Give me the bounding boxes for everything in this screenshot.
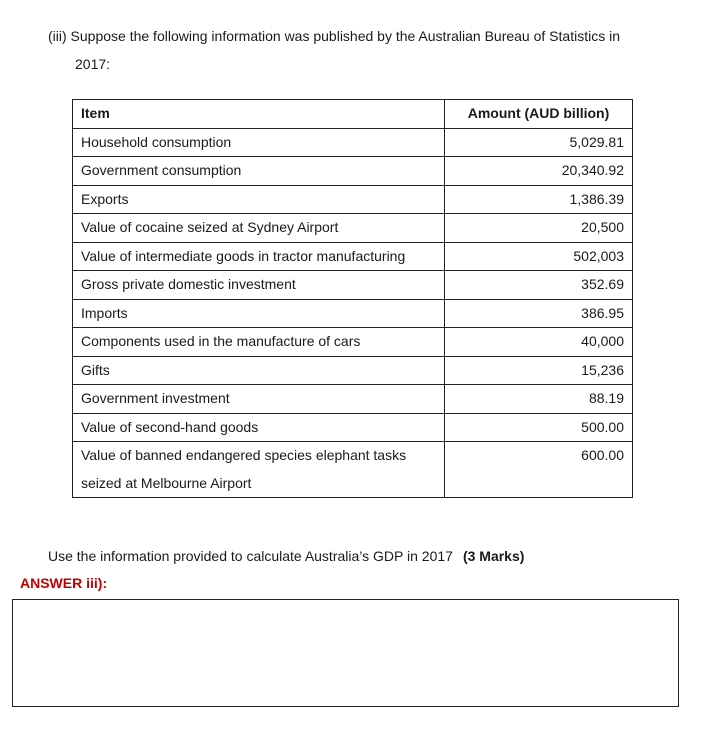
table-row	[73, 128, 633, 157]
table-row	[73, 385, 633, 414]
column-header-item: Item	[73, 100, 445, 129]
table-row	[73, 185, 633, 214]
instruction-line	[48, 545, 524, 567]
table-header-row	[73, 100, 633, 129]
item-cell: Value of banned endangered species elephant tasks seized at Melbourne Airport	[73, 442, 445, 498]
item-cell: Value of second-hand goods	[73, 413, 445, 442]
item-cell: Value of intermediate goods in tractor manufacturing	[73, 242, 445, 271]
item-cell: Exports	[73, 185, 445, 214]
table-row	[73, 328, 633, 357]
table-row	[73, 413, 633, 442]
amount-cell: 20,340.92	[445, 157, 633, 186]
item-cell: Imports	[73, 299, 445, 328]
table-row	[73, 157, 633, 186]
table-row	[73, 356, 633, 385]
table-row	[73, 442, 633, 498]
amount-cell: 600.00	[445, 442, 633, 498]
amount-cell: 1,386.39	[445, 185, 633, 214]
amount-cell: 88.19	[445, 385, 633, 414]
amount-cell: 5,029.81	[445, 128, 633, 157]
item-cell: Value of cocaine seized at Sydney Airport	[73, 214, 445, 243]
item-cell: Government consumption	[73, 157, 445, 186]
question-line-2: 2017:	[75, 56, 111, 72]
amount-cell: 352.69	[445, 271, 633, 300]
item-cell: Household consumption	[73, 128, 445, 157]
item-cell: Government investment	[73, 385, 445, 414]
amount-cell: 20,500	[445, 214, 633, 243]
question-text	[48, 22, 688, 78]
item-cell: Gross private domestic investment	[73, 271, 445, 300]
instruction-text: Use the information provided to calculate Australia’s GDP in 2017	[48, 548, 453, 564]
table-row	[73, 299, 633, 328]
gdp-data-table	[72, 99, 633, 498]
table-row	[73, 214, 633, 243]
answer-box[interactable]	[12, 599, 679, 707]
amount-cell: 386.95	[445, 299, 633, 328]
answer-label: ANSWER iii):	[20, 575, 108, 591]
item-cell: Gifts	[73, 356, 445, 385]
table-row	[73, 271, 633, 300]
question-line-1: (iii) Suppose the following information was published by the Australian Bureau of Statistics in	[48, 28, 620, 44]
column-header-amount: Amount (AUD billion)	[445, 100, 633, 129]
amount-cell: 502,003	[445, 242, 633, 271]
amount-cell: 500.00	[445, 413, 633, 442]
amount-cell: 15,236	[445, 356, 633, 385]
marks-label: (3 Marks)	[462, 548, 525, 564]
item-cell: Components used in the manufacture of cars	[73, 328, 445, 357]
table-row	[73, 242, 633, 271]
amount-cell: 40,000	[445, 328, 633, 357]
